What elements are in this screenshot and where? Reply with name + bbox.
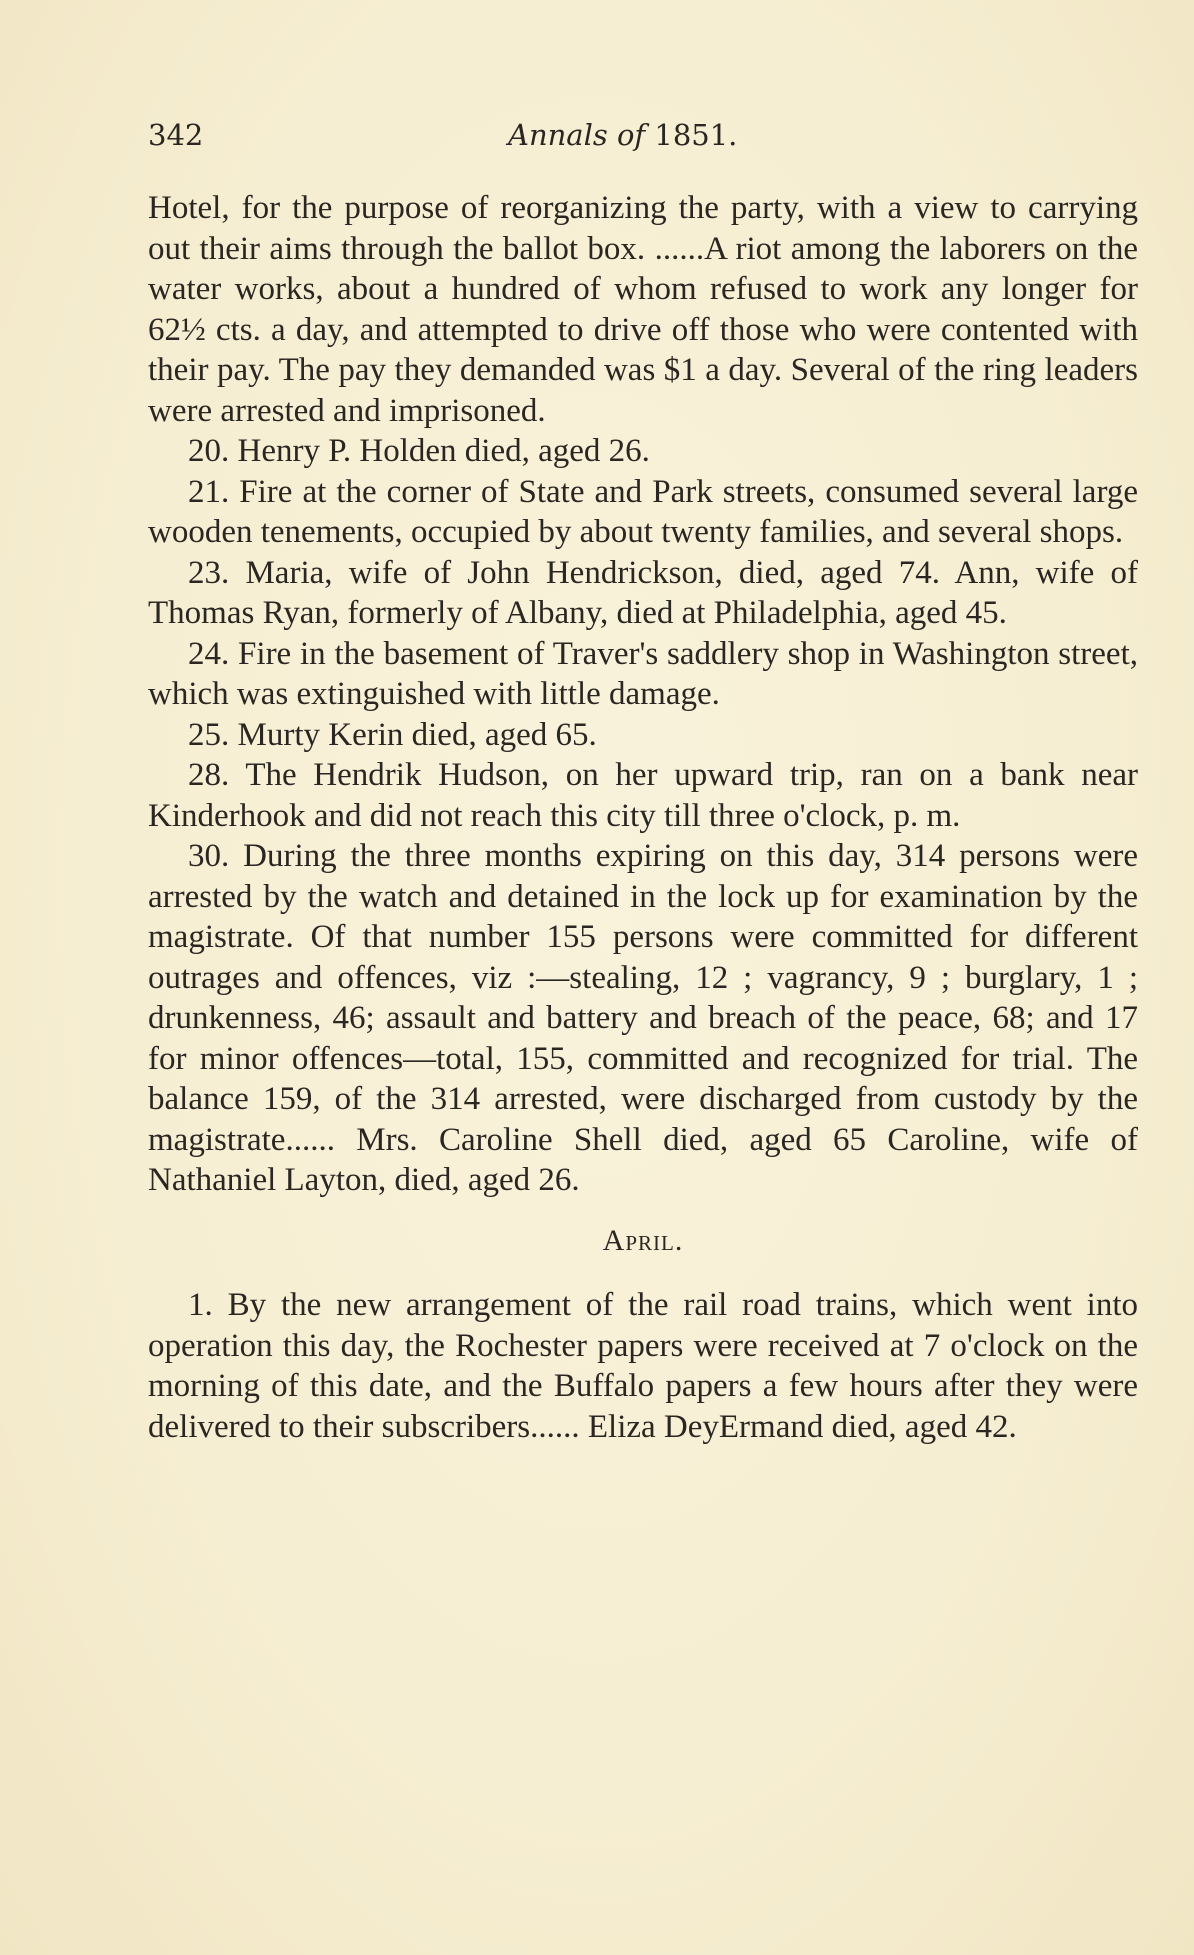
paragraph-entry-28: 28. The Hendrik Hudson, on her upward trip, ran on a bank near Kinderhook and did not reach this city till three o'clock, p. m.	[148, 757, 1138, 834]
running-title-year: 1851.	[654, 118, 738, 152]
paragraph-entry-25: 25. Murty Kerin died, aged 65.	[188, 716, 597, 753]
running-title	[508, 118, 737, 152]
page-number: 342	[148, 118, 204, 152]
section-heading-april: April.	[602, 1223, 684, 1257]
paragraph-entry-23: 23. Maria, wife of John Hendrickson, died, aged 74. Ann, wife of Thomas Ryan, formerly of Albany, died at Philadelphia, aged 45.	[148, 554, 1138, 631]
page-body	[148, 188, 1138, 1447]
paragraph-entry-20: 20. Henry P. Holden died, aged 26.	[188, 433, 650, 469]
running-title-italic: Annals of	[508, 118, 646, 152]
paragraph-entry-21: 21. Fire at the corner of State and Park streets, consumed several large wooden tenements, occupied by about twenty families, and several shops.	[148, 473, 1138, 550]
paragraph-april-1: 1. By the new arrangement of the rail road trains, which went into operation this day, the Rochester papers were received at 7 o'clock on the morning of this date, and the Buffalo papers a few hours after they were delivered to their subscribers...... Eliza DeyErmand died, aged 42.	[148, 1287, 1138, 1445]
running-head	[148, 118, 1138, 158]
paragraph-entry-24: 24. Fire in the basement of Traver's saddlery shop in Washington street, which was extinguished with little damage.	[148, 635, 1138, 712]
paragraph-entry-30: 30. During the three months expiring on this day, 314 persons were arrested by the watch and detained in the lock up for examination by the magistrate. Of that number 155 persons were committed for different outrages and offences, viz :—stealing, 12 ; vagrancy, 9 ; burglary, 1 ; drunkenness, 46; assault and battery and breach of the peace, 68; and 17 for minor offences—total, 155, committed and recognized for trial. The balance 159, of the 314 arrested, were discharged from custody by the magistrate...... Mrs. Caroline Shell died, aged 65 Caroline, wife of Nathaniel Layton, died, aged 26.	[148, 838, 1138, 1198]
paragraph-continuation: Hotel, for the purpose of reorganizing the party, with a view to carrying out their aims through the ballot box. ......A riot among the laborers on the water works, about a hundred of whom refused to work any longer for 62½ cts. a day, and attempted to drive off those who were contented with their pay. The pay they demanded was $1 a day. Several of the ring leaders were arrested and imprisoned.	[148, 190, 1138, 429]
